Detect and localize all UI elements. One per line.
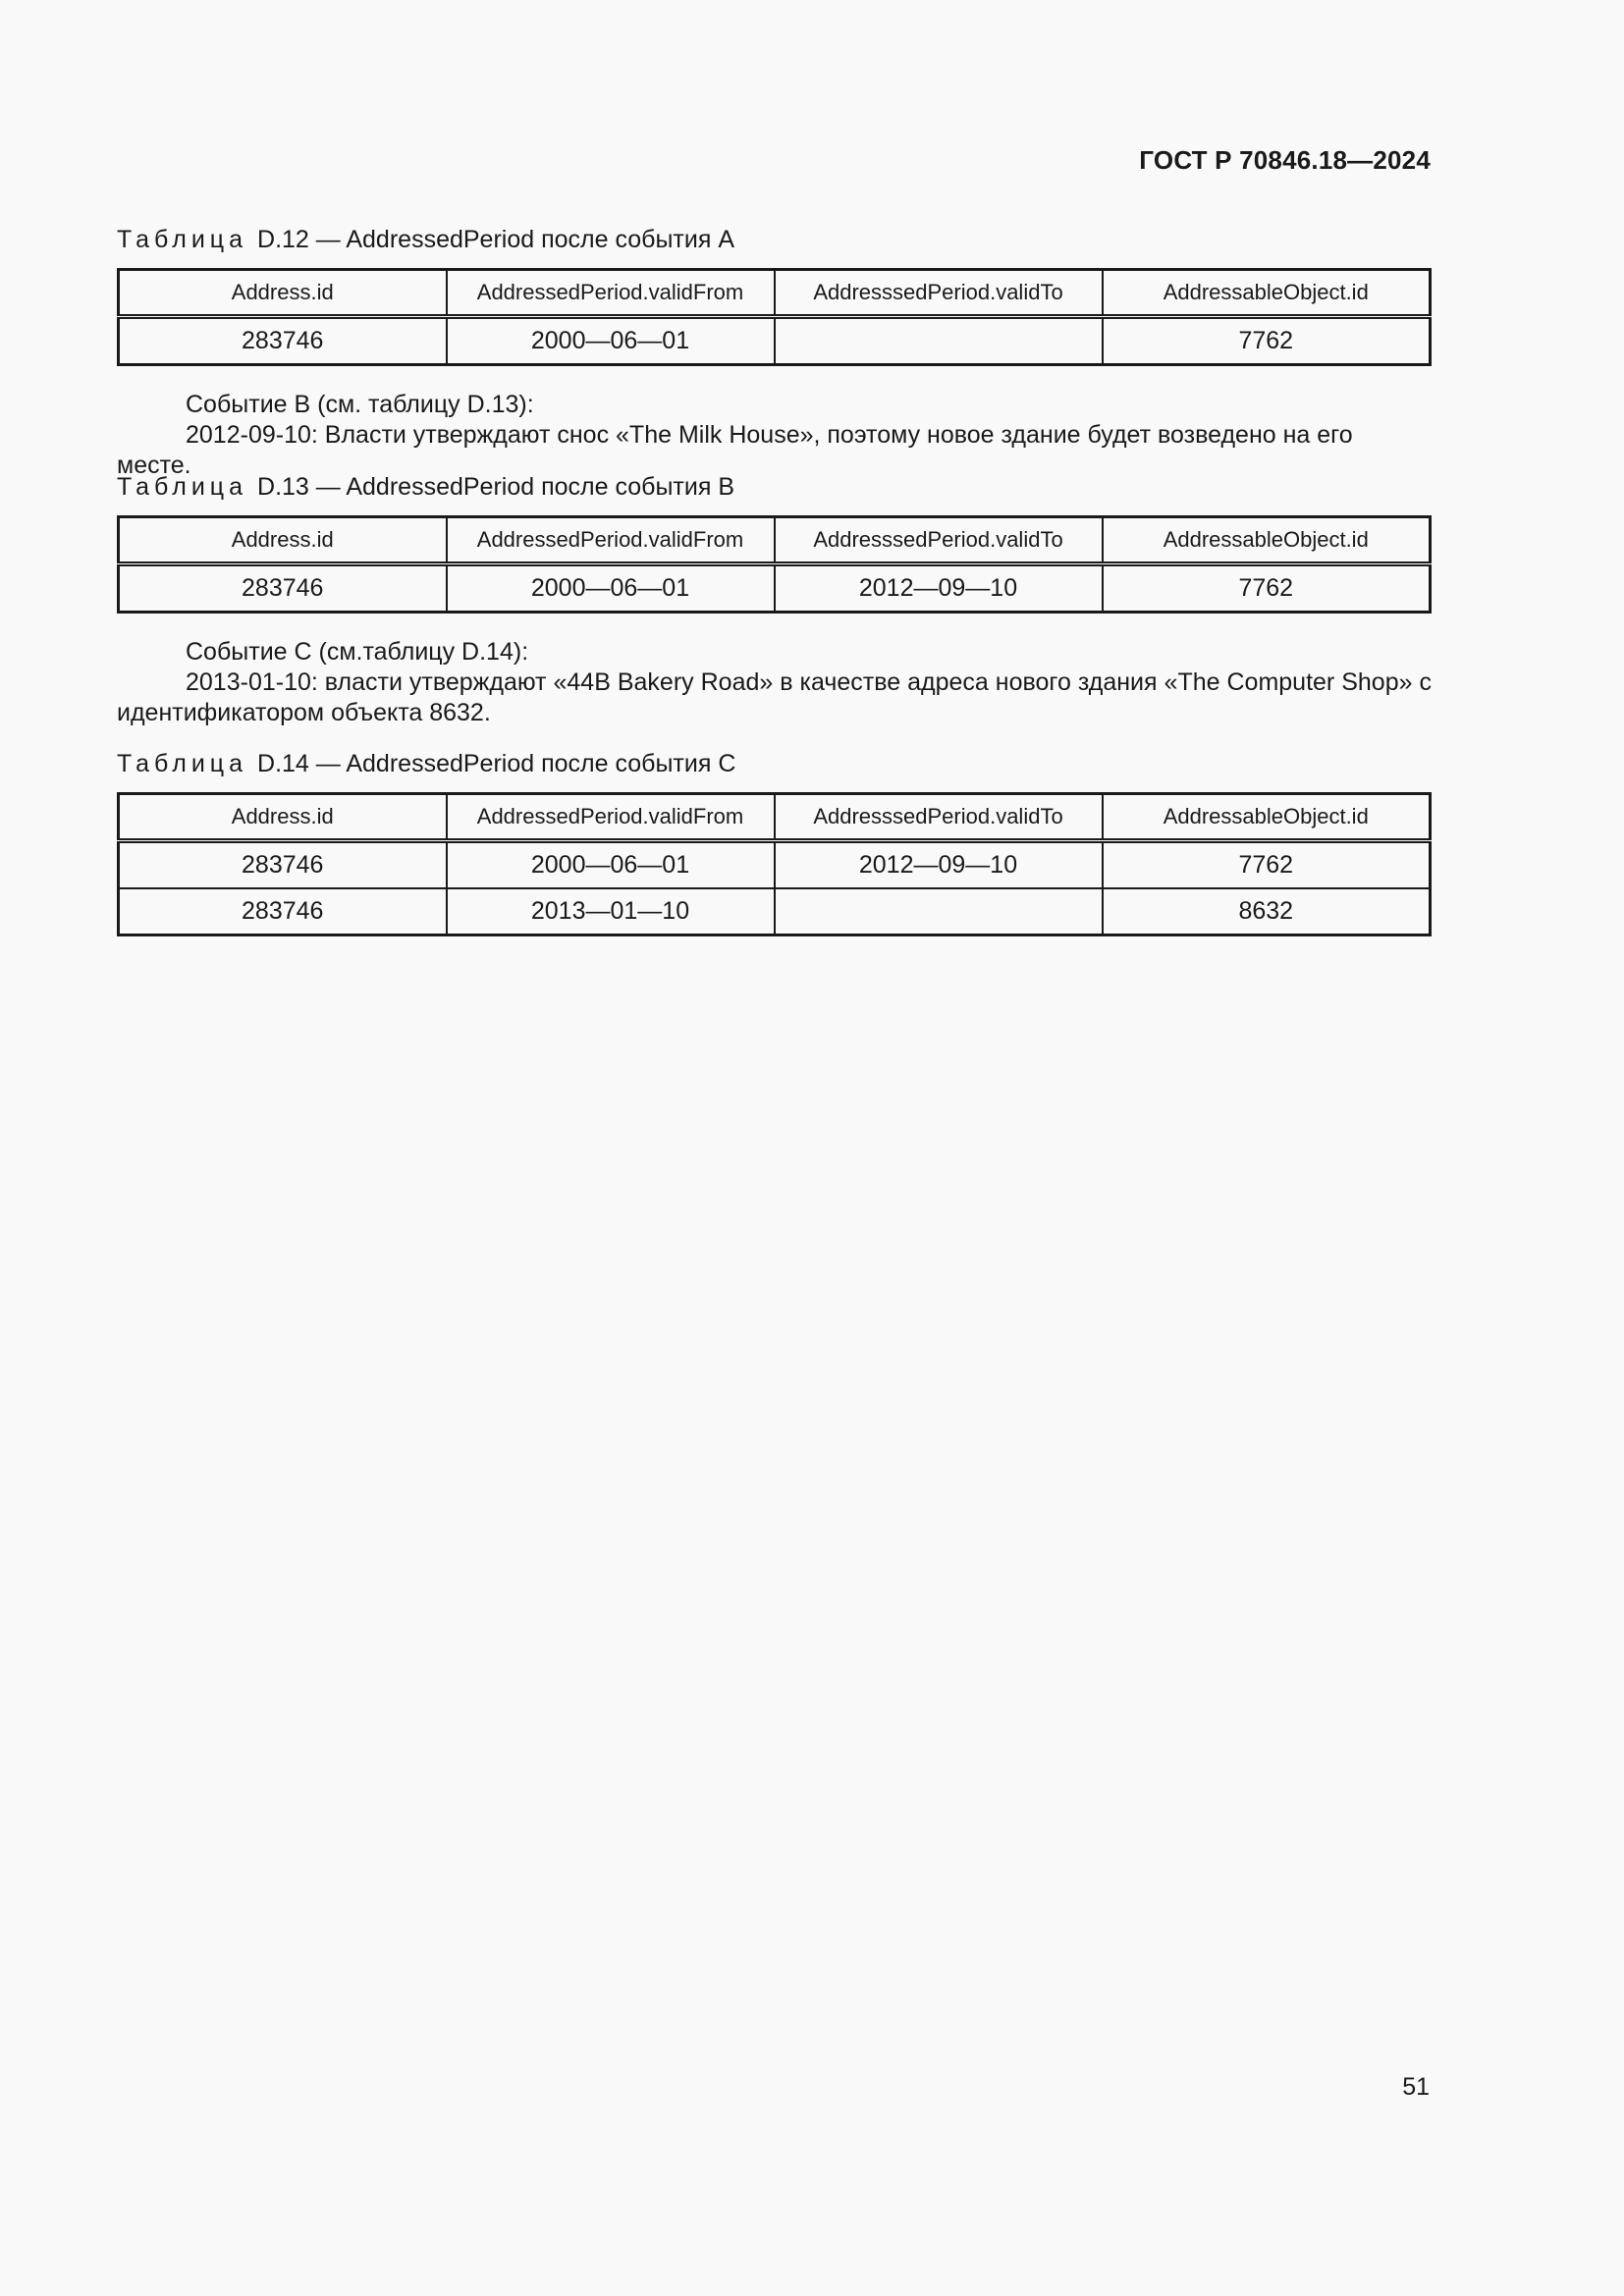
caption-word: Таблица	[117, 750, 248, 777]
table-cell: 283746	[119, 841, 447, 889]
table-caption-d13	[117, 473, 734, 502]
event-b-paragraph	[117, 390, 1432, 481]
table-header-row	[119, 794, 1431, 841]
caption-word: Таблица	[117, 473, 248, 501]
table-cell: 2013—01—10	[447, 888, 775, 935]
table-cell: 2000—06—01	[447, 564, 775, 613]
event-c-paragraph	[117, 637, 1432, 728]
table-cell: 283746	[119, 317, 447, 365]
document-id: ГОСТ Р 70846.18—2024	[1139, 145, 1431, 175]
caption-text: D.13 — AddressedPeriod после события В	[257, 473, 735, 501]
column-header: AddressableObject.id	[1103, 517, 1431, 564]
table-cell: 2000—06—01	[447, 317, 775, 365]
table-header-row	[119, 270, 1431, 317]
event-c-text: 2013-01-10: власти утверждают «44B Bakery Road» в качестве адреса нового здания «The Computer Shop» с идентификатором объекта 8632.	[117, 668, 1432, 726]
table-cell: 2012—09—10	[775, 564, 1103, 613]
table-cell: 7762	[1103, 841, 1431, 889]
column-header: AddresssedPeriod.validTo	[775, 270, 1103, 317]
table-cell: 283746	[119, 564, 447, 613]
event-c-title: Событие С (см.таблицу D.14):	[186, 638, 529, 666]
caption-text: D.14 — AddressedPeriod после события С	[257, 750, 736, 777]
table-cell	[775, 317, 1103, 365]
table-row	[119, 841, 1431, 889]
column-header: AddressedPeriod.validFrom	[447, 270, 775, 317]
page-number: 51	[1402, 2073, 1430, 2101]
column-header: Address.id	[119, 517, 447, 564]
table-header-row	[119, 517, 1431, 564]
column-header: AddressedPeriod.validFrom	[447, 517, 775, 564]
table-cell: 283746	[119, 888, 447, 935]
caption-word: Таблица	[117, 226, 248, 253]
table-cell: 2012—09—10	[775, 841, 1103, 889]
table-cell: 2000—06—01	[447, 841, 775, 889]
table-cell: 8632	[1103, 888, 1431, 935]
table-cell	[775, 888, 1103, 935]
column-header: Address.id	[119, 794, 447, 841]
column-header: AddressableObject.id	[1103, 270, 1431, 317]
column-header: Address.id	[119, 270, 447, 317]
table-caption-d12	[117, 226, 734, 254]
column-header: AddresssedPeriod.validTo	[775, 517, 1103, 564]
table-row	[119, 317, 1431, 365]
column-header: AddressedPeriod.validFrom	[447, 794, 775, 841]
event-b-title: Событие В (см. таблицу D.13):	[186, 391, 534, 418]
table-row	[119, 888, 1431, 935]
column-header: AddressableObject.id	[1103, 794, 1431, 841]
table-cell: 7762	[1103, 564, 1431, 613]
event-b-text: 2012-09-10: Власти утверждают снос «The Milk House», поэтому новое здание будет возведено на его месте.	[117, 421, 1353, 479]
table-d13	[117, 515, 1432, 614]
table-row	[119, 564, 1431, 613]
table-d12	[117, 268, 1432, 366]
table-cell: 7762	[1103, 317, 1431, 365]
caption-text: D.12 — AddressedPeriod после события А	[257, 226, 735, 253]
column-header: AddresssedPeriod.validTo	[775, 794, 1103, 841]
table-caption-d14	[117, 750, 735, 778]
table-d14	[117, 792, 1432, 936]
